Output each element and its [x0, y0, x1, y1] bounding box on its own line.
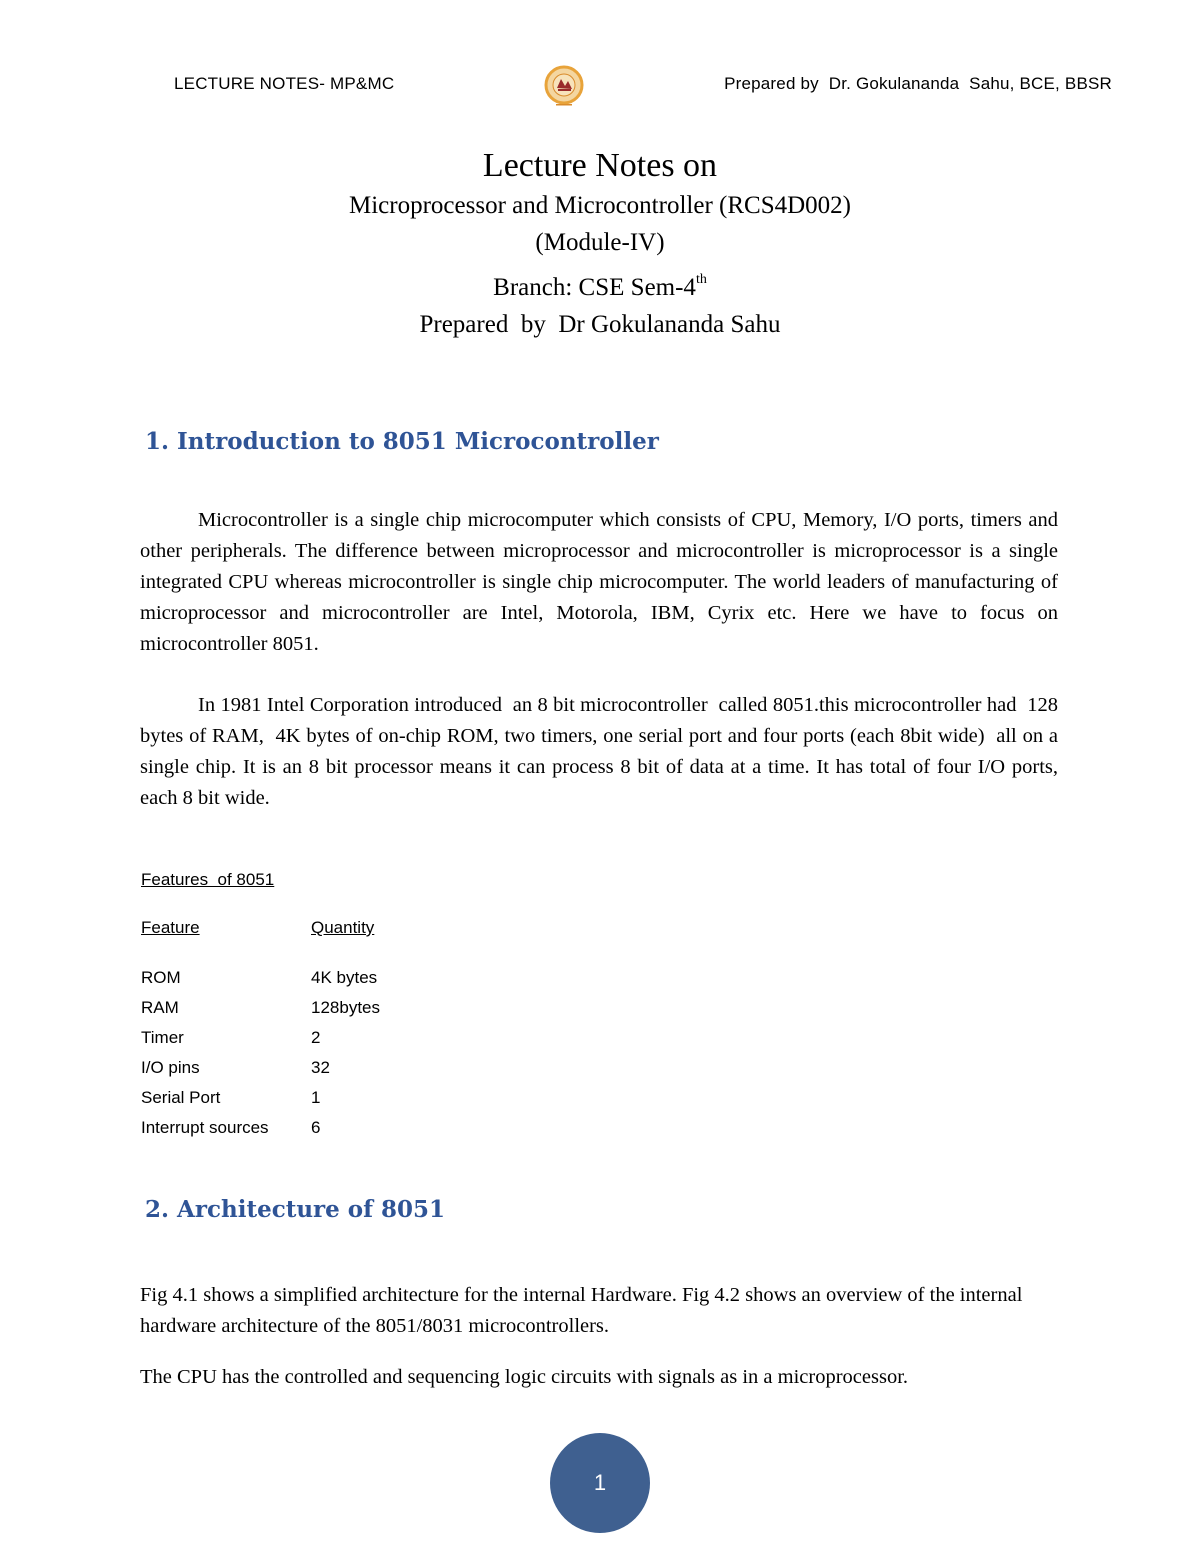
page-title: Lecture Notes on [482, 147, 718, 184]
page-number: 1 [593, 1470, 607, 1495]
feature-cell: RAM [141, 998, 179, 1017]
title-block [0, 145, 1200, 343]
section-1-number: 1. [145, 428, 170, 455]
feature-cell: Interrupt sources [141, 1118, 269, 1137]
subject-line: Microprocessor and Microcontroller (RCS4D002) [349, 192, 851, 219]
quantity-cell: 2 [311, 1028, 321, 1047]
intro-paragraph-2: In 1981 Intel Corporation introduced an 8 bit microcontroller called 8051.this microcontroller had 128 bytes of RAM, 4K bytes of on-chip ROM, two timers, one serial port and four ports (each 8bit wide) all on a single chip. It is an 8 bit processor means it can process 8 bit of data at a time. It has total of four I/O ports, each 8 bit wide. [140, 694, 1064, 809]
feature-cell: Timer [141, 1028, 184, 1047]
section-2-heading [145, 1196, 445, 1223]
features-title: Features of 8051 [141, 870, 275, 889]
table-row [141, 1058, 380, 1088]
page-number-badge [550, 1433, 650, 1533]
table-row [141, 1028, 380, 1058]
header-author-label: Prepared by Dr. Gokulananda Sahu, BCE, BBSR [724, 74, 1112, 93]
table-spacer [141, 942, 380, 968]
features-table [141, 918, 380, 1148]
section-1-heading [145, 428, 659, 455]
column-header-feature: Feature [141, 918, 200, 937]
branch-line [0, 261, 1200, 306]
college-emblem-icon [540, 64, 588, 108]
quantity-cell: 4K bytes [311, 968, 378, 987]
section-1-title: Introduction to 8051 Microcontroller [177, 428, 659, 455]
quantity-cell: 6 [311, 1118, 321, 1137]
quantity-cell: 32 [311, 1058, 330, 1077]
table-row [141, 1118, 380, 1148]
header-course-label: LECTURE NOTES- MP&MC [174, 74, 395, 93]
prepared-by-line: Prepared by Dr Gokulananda Sahu [419, 311, 781, 338]
table-row [141, 1088, 380, 1118]
quantity-cell: 1 [311, 1088, 321, 1107]
branch-superscript: th [695, 272, 707, 287]
branch-text: Branch: CSE Sem-4 [493, 274, 696, 301]
module-line: (Module-IV) [535, 229, 665, 256]
architecture-paragraph-2: The CPU has the controlled and sequencing logic circuits with signals as in a microprocessor. [140, 1366, 909, 1388]
section-2-number: 2. [145, 1196, 170, 1223]
column-header-quantity: Quantity [311, 918, 375, 937]
feature-cell: Serial Port [141, 1088, 221, 1107]
architecture-paragraph-1: Fig 4.1 shows a simplified architecture for the internal Hardware. Fig 4.2 shows an overview of the internal hardware architecture of the 8051/8031 microcontrollers. [140, 1284, 1023, 1337]
features-table-header [141, 918, 380, 942]
section-2-title: Architecture of 8051 [177, 1196, 446, 1223]
quantity-cell: 128bytes [311, 998, 380, 1017]
table-row [141, 968, 380, 998]
table-row [141, 998, 380, 1028]
feature-cell: ROM [141, 968, 181, 987]
feature-cell: I/O pins [141, 1058, 200, 1077]
intro-paragraph-1: Microcontroller is a single chip microcomputer which consists of CPU, Memory, I/O ports, timers and other peripherals. The difference between microprocessor and microcontroller is microprocessor is a single integrated CPU whereas microcontroller is single chip microcomputer. The world leaders of manufacturing of microprocessor and microcontroller are Intel, Motorola, IBM, Cyrix etc. Here we have to focus on microcontroller 8051. [140, 509, 1058, 655]
